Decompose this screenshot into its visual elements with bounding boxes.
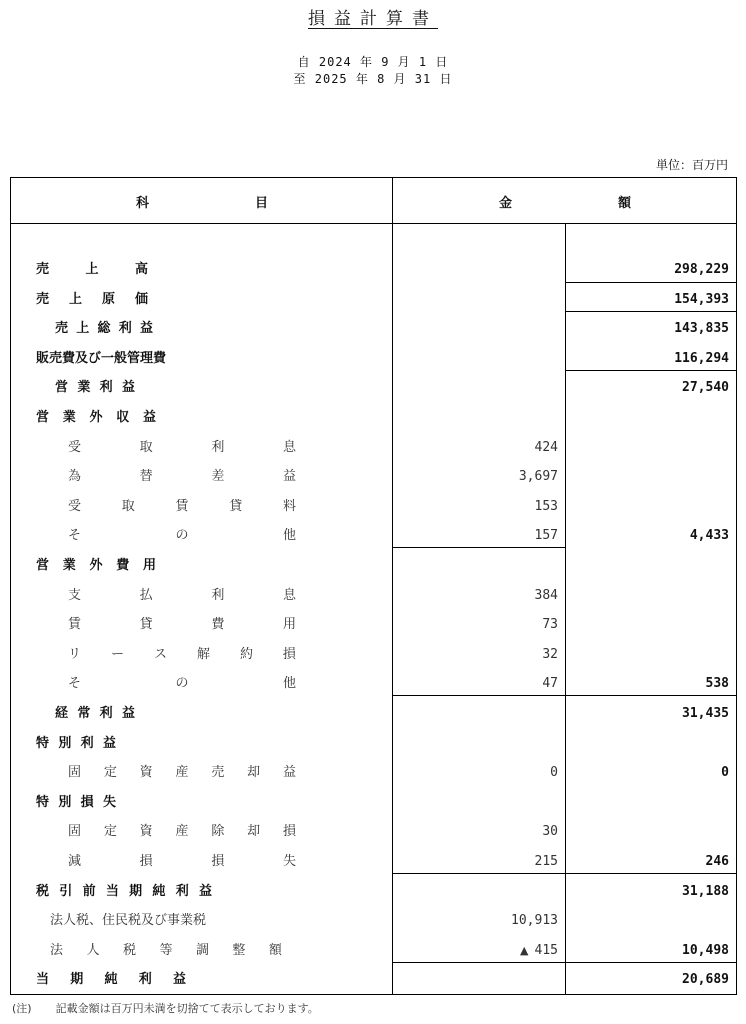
row-label-char: 期 bbox=[129, 883, 143, 899]
row-label-char: 受 bbox=[68, 498, 82, 514]
detail-amount-value: 32 bbox=[542, 646, 558, 662]
row-label-char: 等 bbox=[159, 942, 173, 958]
row-operating-income bbox=[10, 378, 737, 398]
total-amount: 27,540 bbox=[682, 380, 729, 396]
row-label bbox=[68, 852, 296, 872]
row-label-char: そ bbox=[68, 528, 82, 544]
subtotal-divider bbox=[392, 547, 565, 548]
header-amount-1: 金 bbox=[499, 196, 513, 211]
detail-amount-value: 30 bbox=[542, 824, 558, 840]
detail-amount-value: 215 bbox=[534, 854, 558, 869]
detail-amount-value: 157 bbox=[534, 528, 558, 544]
row-label-char: 特 bbox=[36, 735, 50, 751]
row-label-char: 売 bbox=[211, 765, 225, 781]
row-label-char: 用 bbox=[142, 558, 156, 573]
subtotal-divider bbox=[392, 873, 737, 874]
total-amount: 143,835 bbox=[674, 321, 729, 337]
row-label bbox=[36, 734, 116, 754]
row-label-char: 営 bbox=[55, 380, 69, 396]
row-corporate-taxes bbox=[10, 911, 737, 931]
row-label-char: 却 bbox=[247, 765, 261, 781]
row-label-char: そ bbox=[68, 676, 82, 692]
row-label-char: の bbox=[175, 528, 189, 544]
detail-amount-value: 384 bbox=[534, 587, 558, 603]
row-label-char: 受 bbox=[68, 439, 82, 455]
row-label bbox=[36, 970, 186, 990]
detail-amount bbox=[398, 497, 558, 517]
row-label-char: 前 bbox=[82, 883, 96, 899]
row-label-char: 利 bbox=[211, 587, 225, 603]
row-label-char: 損 bbox=[282, 824, 296, 840]
total-amount: 10,498 bbox=[682, 942, 729, 958]
row-label bbox=[68, 586, 296, 606]
row-label-char: 貸 bbox=[229, 498, 243, 514]
row-label-char: 為 bbox=[68, 469, 82, 485]
detail-amount-value: 153 bbox=[534, 498, 558, 514]
row-label-char: 税 bbox=[122, 942, 136, 958]
row-label-char: 売 bbox=[36, 262, 50, 277]
row-fx-gain bbox=[10, 467, 737, 487]
row-rental-expenses bbox=[10, 615, 737, 635]
row-label-char: 特 bbox=[36, 794, 50, 810]
row-rental-income bbox=[10, 497, 737, 517]
row-label-char: 定 bbox=[103, 765, 117, 781]
row-label-char: 額 bbox=[268, 942, 282, 958]
row-label-char: 利 bbox=[80, 735, 94, 751]
statement-title: 損益計算書 bbox=[308, 9, 438, 29]
total-amount: 4,433 bbox=[689, 528, 729, 544]
row-label-char: 資 bbox=[139, 824, 153, 840]
footnote-prefix: (注) bbox=[12, 1002, 32, 1015]
row-net-income bbox=[10, 970, 737, 990]
row-label bbox=[36, 290, 148, 310]
row-label-char: 資 bbox=[139, 765, 153, 781]
row-label bbox=[68, 497, 296, 517]
row-label-char: リ bbox=[68, 646, 82, 662]
row-label-char: 外 bbox=[89, 558, 103, 573]
row-label-char: 当 bbox=[105, 883, 119, 899]
row-label bbox=[36, 793, 116, 813]
row-label-char: 益 bbox=[142, 410, 156, 425]
row-interest-paid bbox=[10, 586, 737, 606]
row-label bbox=[68, 645, 296, 665]
row-label-char: 取 bbox=[121, 498, 135, 514]
row-label-char: 産 bbox=[175, 824, 189, 840]
row-label-char: 損 bbox=[211, 854, 225, 869]
header-subject-1: 科 bbox=[136, 196, 150, 211]
row-label-char: 益 bbox=[121, 706, 135, 721]
row-label bbox=[55, 378, 135, 398]
row-label-char: 収 bbox=[116, 410, 130, 425]
row-extraordinary-gains bbox=[10, 734, 737, 754]
row-label bbox=[68, 438, 296, 458]
row-label bbox=[68, 467, 296, 487]
row-label-char: 人 bbox=[86, 942, 100, 958]
row-label-char: 販売費及び一般管理費 bbox=[36, 350, 167, 366]
row-label-char: 価 bbox=[134, 291, 148, 307]
period-from: 自 2024 年 9 月 1 日 bbox=[297, 55, 449, 69]
negative-triangle-icon: ▲ bbox=[520, 943, 529, 957]
row-label-char: 純 bbox=[152, 883, 166, 899]
subtotal-divider bbox=[392, 962, 737, 963]
row-label bbox=[36, 260, 148, 280]
row-label-char: 別 bbox=[58, 735, 72, 751]
row-label-char: 総 bbox=[97, 321, 111, 337]
row-sga bbox=[10, 349, 737, 369]
total-amount: 246 bbox=[705, 854, 729, 869]
row-label-char: ー bbox=[110, 646, 124, 662]
row-label-char: 上 bbox=[85, 262, 99, 277]
row-label-char: 売 bbox=[55, 321, 69, 337]
row-label bbox=[36, 408, 156, 428]
row-other-income bbox=[10, 526, 737, 546]
row-label-char: の bbox=[175, 676, 189, 692]
row-label-char: 息 bbox=[282, 587, 296, 603]
subtotal-divider bbox=[565, 282, 737, 283]
row-tax-adjustments bbox=[10, 941, 737, 961]
detail-amount-value: 3,697 bbox=[518, 469, 558, 485]
footnote-text: 記載金額は百万円未満を切捨てて表示しております。 bbox=[55, 1002, 319, 1015]
row-label-char: 他 bbox=[282, 528, 296, 544]
detail-amount-value: 424 bbox=[534, 439, 558, 455]
row-net-sales bbox=[10, 260, 737, 280]
subtotal-divider bbox=[392, 695, 737, 696]
row-other-expenses bbox=[10, 674, 737, 694]
detail-amount bbox=[398, 526, 558, 546]
total-amount: 0 bbox=[721, 765, 729, 781]
row-label-char: 法 bbox=[50, 942, 64, 958]
detail-amount-value: 73 bbox=[542, 617, 558, 633]
row-label-char: 失 bbox=[102, 794, 116, 810]
row-label-char: 息 bbox=[282, 439, 296, 455]
row-label-char: 貸 bbox=[139, 617, 153, 633]
row-label bbox=[55, 704, 135, 724]
row-label-char: 料 bbox=[282, 498, 296, 514]
detail-amount bbox=[398, 911, 558, 931]
detail-amount bbox=[398, 615, 558, 635]
row-label-char: 支 bbox=[68, 587, 82, 603]
row-label bbox=[68, 822, 296, 842]
detail-amount bbox=[398, 645, 558, 665]
detail-amount-value: 415 bbox=[534, 942, 558, 958]
total-amount: 538 bbox=[705, 676, 729, 692]
row-label bbox=[50, 911, 206, 931]
row-label-char: 賃 bbox=[175, 498, 189, 514]
row-label-char: 益 bbox=[282, 469, 296, 485]
row-label-char: 営 bbox=[36, 410, 50, 425]
row-label-char: 原 bbox=[101, 291, 115, 307]
detail-amount-value: 47 bbox=[542, 676, 558, 692]
row-label-char: 利 bbox=[99, 380, 113, 396]
row-label-char: 利 bbox=[175, 883, 189, 899]
row-label-char: 取 bbox=[139, 439, 153, 455]
row-label-char: 高 bbox=[134, 262, 148, 277]
row-loss-on-retirement-fixed-assets bbox=[10, 822, 737, 842]
header-subject-2: 目 bbox=[255, 196, 269, 211]
row-label-char: 賃 bbox=[68, 617, 82, 633]
row-label-char: 上 bbox=[68, 291, 82, 307]
detail-amount bbox=[398, 674, 558, 694]
detail-amount bbox=[398, 822, 558, 842]
row-label-char: 益 bbox=[172, 972, 186, 988]
total-amount: 20,689 bbox=[682, 972, 729, 988]
row-extraordinary-losses bbox=[10, 793, 737, 813]
period-to: 至 2025 年 8 月 31 日 bbox=[293, 72, 453, 86]
row-label-char: 常 bbox=[77, 706, 91, 721]
row-label-char: 税 bbox=[36, 883, 50, 899]
row-label bbox=[68, 526, 296, 546]
detail-amount bbox=[398, 763, 558, 783]
detail-amount bbox=[398, 586, 558, 606]
total-amount: 154,393 bbox=[674, 291, 729, 307]
row-label-char: 外 bbox=[89, 410, 103, 425]
row-non-operating-expenses bbox=[10, 556, 737, 576]
detail-amount bbox=[398, 941, 558, 961]
row-label-char: 差 bbox=[211, 469, 225, 485]
row-label bbox=[68, 615, 296, 635]
row-label bbox=[36, 349, 166, 369]
row-label-char: 純 bbox=[104, 972, 118, 988]
row-label-char: 業 bbox=[62, 410, 76, 425]
row-label-char: 益 bbox=[282, 765, 296, 781]
row-label-char: ス bbox=[153, 646, 167, 662]
row-label-char: 営 bbox=[36, 558, 50, 573]
row-label-char: 益 bbox=[198, 883, 212, 899]
row-label-char: 産 bbox=[175, 765, 189, 781]
row-label-char: 用 bbox=[282, 617, 296, 633]
row-label-char: 業 bbox=[77, 380, 91, 396]
row-label-char: 損 bbox=[282, 646, 296, 662]
row-label-char: 定 bbox=[103, 824, 117, 840]
row-label bbox=[55, 319, 153, 339]
total-amount: 116,294 bbox=[674, 350, 729, 366]
total-amount: 31,188 bbox=[682, 883, 729, 899]
row-cost-of-sales bbox=[10, 290, 737, 310]
row-label-char: 整 bbox=[232, 942, 246, 958]
row-label-char: 利 bbox=[118, 321, 132, 337]
row-label-char: 利 bbox=[211, 439, 225, 455]
total-amount: 31,435 bbox=[682, 706, 729, 721]
row-label-char: 固 bbox=[68, 824, 82, 840]
row-label-char: 損 bbox=[139, 854, 153, 869]
detail-amount-value: 10,913 bbox=[511, 913, 558, 929]
row-label-char: 減 bbox=[68, 854, 82, 869]
row-label-char: 上 bbox=[76, 321, 90, 337]
row-label-char: 替 bbox=[139, 469, 153, 485]
row-label-char: 費 bbox=[211, 617, 225, 633]
row-label-char: 益 bbox=[102, 735, 116, 751]
detail-amount bbox=[398, 467, 558, 487]
row-label-char: 費 bbox=[116, 558, 130, 573]
row-label-char: 法人税、住民税及び事業税 bbox=[50, 913, 207, 929]
subtotal-divider bbox=[565, 370, 737, 371]
row-label-char: 益 bbox=[121, 380, 135, 396]
row-label bbox=[68, 674, 296, 694]
row-label-char: 調 bbox=[195, 942, 209, 958]
row-label-char: 期 bbox=[70, 972, 84, 988]
row-income-before-taxes bbox=[10, 882, 737, 902]
row-label-char: 益 bbox=[139, 321, 153, 337]
footnote bbox=[12, 1000, 319, 1016]
row-gain-on-sale-fixed-assets bbox=[10, 763, 737, 783]
row-label-char: 別 bbox=[58, 794, 72, 810]
row-label-char: 払 bbox=[139, 587, 153, 603]
row-label-char: 業 bbox=[62, 558, 76, 573]
detail-amount bbox=[398, 438, 558, 458]
header-amount-2: 額 bbox=[618, 196, 632, 211]
row-label-char: 当 bbox=[36, 972, 50, 988]
row-label bbox=[36, 556, 156, 576]
subtotal-divider bbox=[565, 311, 737, 312]
row-label-char: 解 bbox=[196, 646, 210, 662]
unit-label: 単位：百万円 bbox=[655, 158, 728, 172]
row-label bbox=[50, 941, 282, 961]
row-label-char: 固 bbox=[68, 765, 82, 781]
row-label-char: 引 bbox=[59, 883, 73, 899]
row-label-char: 除 bbox=[211, 824, 225, 840]
row-non-operating-income bbox=[10, 408, 737, 428]
row-lease-cancellation-loss bbox=[10, 645, 737, 665]
row-label-char: 利 bbox=[138, 972, 152, 988]
row-impairment-loss bbox=[10, 852, 737, 872]
row-interest-received bbox=[10, 438, 737, 458]
row-label-char: 失 bbox=[282, 854, 296, 869]
row-ordinary-income bbox=[10, 704, 737, 724]
total-amount: 298,229 bbox=[674, 262, 729, 277]
header-divider bbox=[10, 223, 737, 224]
row-label-char: 他 bbox=[282, 676, 296, 692]
row-label-char: 約 bbox=[239, 646, 253, 662]
row-label-char: 損 bbox=[80, 794, 94, 810]
row-label-char: 売 bbox=[36, 291, 50, 307]
row-label-char: 経 bbox=[55, 706, 69, 721]
detail-amount bbox=[398, 852, 558, 872]
row-gross-profit bbox=[10, 319, 737, 339]
detail-amount-value: 0 bbox=[550, 765, 558, 781]
row-label-char: 却 bbox=[247, 824, 261, 840]
row-label-char: 利 bbox=[99, 706, 113, 721]
row-label bbox=[68, 763, 296, 783]
row-label bbox=[36, 882, 212, 902]
